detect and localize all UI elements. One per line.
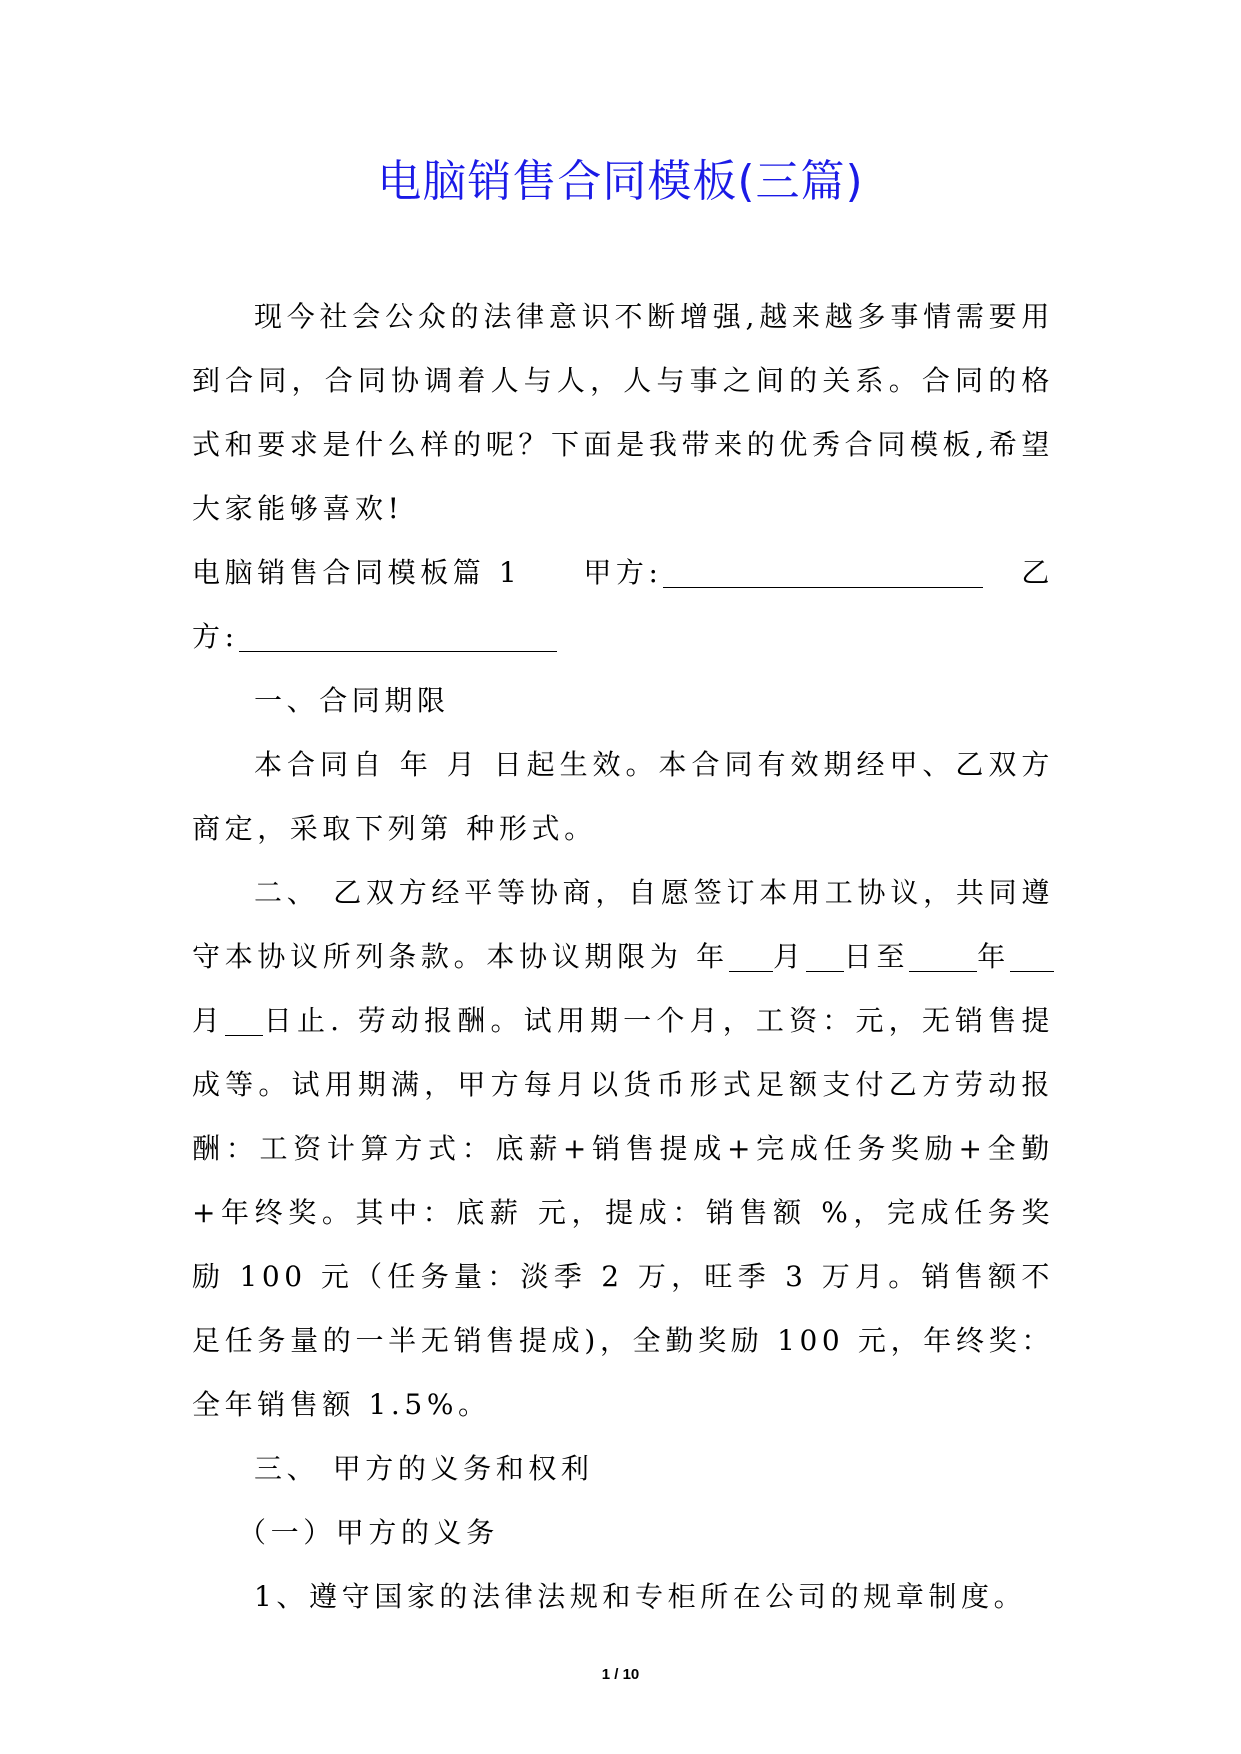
item3-point1: 1、遵守国家的法律法规和专柜所在公司的规章制度。 (254, 1580, 1027, 1613)
intro-paragraph: 现今社会公众的法律意识不断增强,越来越多事情需要用到合同，合同协调着人与人，人与事之间的关系。合同的格式和要求是什么样的呢？下面是我带来的优秀合同模板,希望大家能够喜欢! (192, 300, 1054, 525)
document-body (192, 285, 1054, 1629)
item1-heading: 一、合同期限 (254, 684, 450, 717)
page-number: 1 / 10 (601, 1666, 640, 1683)
item3-subheading: （一）甲方的义务 (238, 1516, 499, 1549)
year-label: 年 (977, 940, 1010, 973)
party-a-label: 甲方: (583, 556, 663, 589)
section-heading: 电脑销售合同模板篇 1 (192, 556, 522, 589)
day-blank (225, 1034, 263, 1036)
month-label: 月 (772, 940, 806, 973)
month-label-2: 月 (192, 1004, 226, 1037)
item2-text-a: 二、 乙双方经平等协商，自愿签订本用工协议，共同遵守本协议所列条款。本协议期限为 年 (192, 876, 1054, 973)
party-b-line (192, 605, 1054, 669)
year-blank-2 (909, 970, 977, 972)
month-blank-2 (1010, 970, 1054, 972)
party-b-blank (239, 650, 557, 652)
party-line (192, 541, 1054, 605)
month-blank (806, 970, 844, 972)
party-b-label-start: 乙 (1021, 556, 1054, 589)
item1-text: 本合同自 年 月 日起生效。本合同有效期经甲、乙双方商定，采取下列第 种形式。 (192, 748, 1054, 845)
document-title: 电脑销售合同模板(三篇) (377, 156, 864, 207)
item2-paragraph (192, 861, 1054, 1437)
party-b-label: 方: (192, 620, 239, 653)
party-a-blank (663, 586, 983, 588)
item3-heading: 三、 甲方的义务和权利 (254, 1452, 594, 1485)
item2-text-b: 日止. 劳动报酬。试用期一个月，工资：元，无销售提成等。试用期满，甲方每月以货币形式足额支付乙方劳动报酬：工资计算方式：底薪+销售提成+完成任务奖励+全勤+年终奖。其中：底薪 元，提成：销售额 %，完成任务奖励 100 元（任务量：淡季 2 万，旺季 3 万月。销售额不足任务量的一半无销售提成)，全勤奖励 100 元，年终奖：全年销售额 1.5%。 (192, 1004, 1054, 1421)
year-blank-1 (729, 970, 773, 972)
day-to-label: 日至 (843, 940, 910, 973)
